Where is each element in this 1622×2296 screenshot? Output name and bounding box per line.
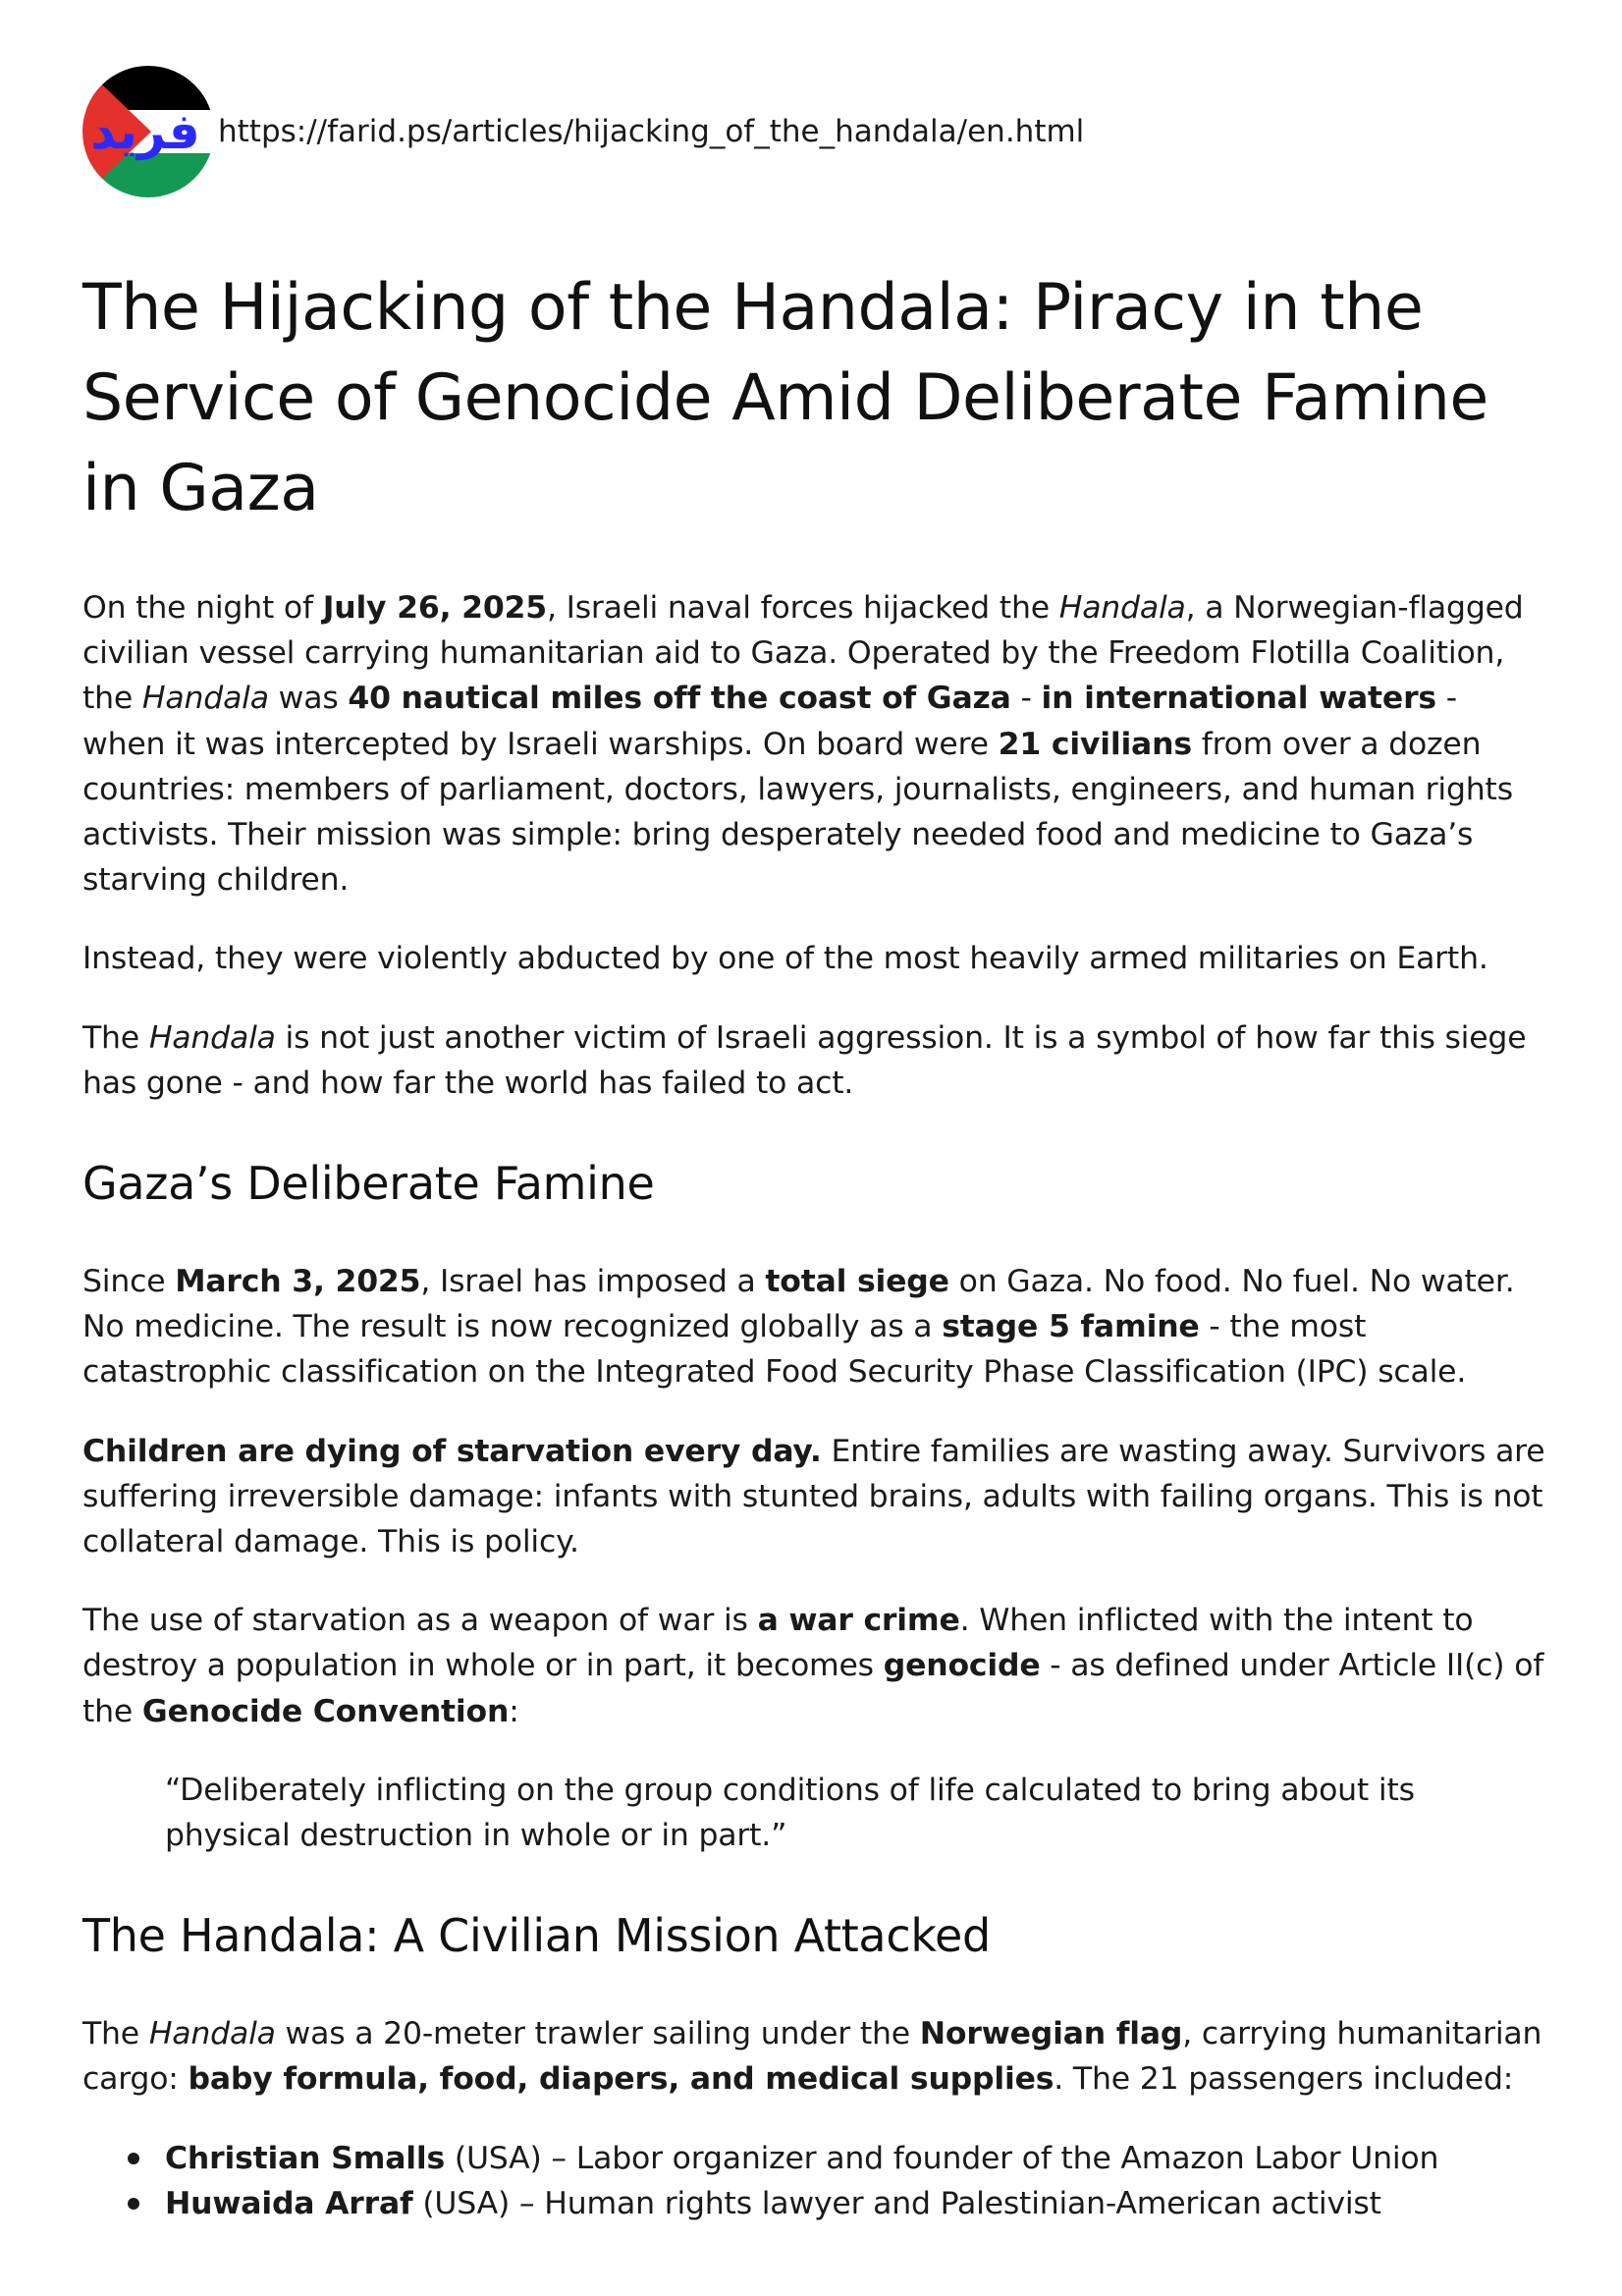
text-span: . The 21 passengers included: xyxy=(1054,2061,1514,2098)
text-span: , a Norwegian-flagged civilian vessel carrying humanitarian aid to Gaza. Operated by the Freedom Flotilla Coalition, the xyxy=(82,590,1524,717)
text-span: was a 20-meter trawler sailing under the xyxy=(275,2016,920,2052)
cargo-bold: baby formula, food, diapers, and medical supplies xyxy=(188,2061,1054,2098)
text-span: On the night of xyxy=(82,590,323,626)
date-bold: July 26, 2025 xyxy=(322,590,547,626)
text-span: The xyxy=(82,1019,149,1056)
waters-bold: in international waters xyxy=(1041,681,1436,717)
bullet-icon xyxy=(128,2153,139,2164)
text-span: Since xyxy=(82,1264,176,1300)
text-span: , Israeli naval forces hijacked the xyxy=(547,590,1059,626)
list-item xyxy=(165,2136,1545,2181)
text-span: - when it was intercepted by Israeli warships. On board were xyxy=(82,681,1457,762)
genocide-bold: genocide xyxy=(883,1648,1041,1684)
intro-paragraph-2: Instead, they were violently abducted by one of the most heavily armed militaries on Earth. xyxy=(82,941,1488,977)
text-span: on Gaza. No food. No fuel. No water. No medicine. The result is now recognized globally as a xyxy=(82,1264,1515,1345)
list-item xyxy=(165,2181,1545,2226)
section-heading-mission: The Handala: A Civilian Mission Attacked xyxy=(82,1909,991,1963)
vessel-name-italic: Handala xyxy=(1058,590,1186,626)
convention-bold: Genocide Convention xyxy=(141,1693,510,1729)
page-header xyxy=(82,65,1084,198)
text-span: from over a dozen countries: members of parliament, doctors, lawyers, journalists, engineers, and human rights activists. Their mission was simple: bring desperately needed food and medicine to Gaza’s starving children. xyxy=(82,726,1513,899)
children-bold: Children are dying of starvation every day. xyxy=(82,1433,822,1469)
text-span: The use of starvation as a weapon of war is xyxy=(82,1603,758,1639)
text-span: - as defined under Article II(c) of the xyxy=(82,1648,1544,1729)
article-body xyxy=(82,263,1545,2226)
text-span: . When inflicted with the intent to destroy a population in whole or in part, it becomes xyxy=(82,1603,1474,1684)
text-span: Entire families are wasting away. Survivors are suffering irreversible damage: infants with stunted brains, adults with failing organs. This is not collateral damage. This is policy. xyxy=(82,1433,1545,1560)
article-url[interactable]: https://farid.ps/articles/hijacking_of_the_handala/en.html xyxy=(218,114,1085,149)
intro-paragraph-1 xyxy=(82,585,1545,902)
convention-quote: “Deliberately inflicting on the group conditions of life calculated to bring about its physical destruction in whole or in part.” xyxy=(165,1772,1415,1854)
text-span: : xyxy=(509,1693,519,1729)
text-span: The xyxy=(82,2016,149,2052)
intro-paragraph-3 xyxy=(82,1015,1545,1106)
bullet-icon xyxy=(128,2198,139,2210)
famine-paragraph-1 xyxy=(82,1259,1545,1395)
text-span: , carrying humanitarian cargo: xyxy=(82,2016,1542,2098)
passenger-list xyxy=(82,2136,1545,2226)
passenger-name: Huwaida Arraf xyxy=(165,2185,413,2221)
mission-paragraph-1 xyxy=(82,2011,1545,2102)
civilians-bold: 21 civilians xyxy=(998,726,1192,762)
vessel-name-italic: Handala xyxy=(148,2016,276,2052)
famine-paragraph-3 xyxy=(82,1598,1545,1734)
section-heading-famine: Gaza’s Deliberate Famine xyxy=(82,1157,655,1211)
text-span: is not just another victim of Israeli aggression. It is a symbol of how far this siege has gone - and how far the world has failed to act. xyxy=(82,1019,1527,1101)
article-title: The Hijacking of the Handala: Piracy in the Service of Genocide Amid Deliberate Famine in Gaza xyxy=(82,271,1488,525)
text-span: was xyxy=(268,681,349,717)
text-span: - xyxy=(1010,681,1042,717)
text-span: , Israel has imposed a xyxy=(420,1264,766,1300)
war-crime-bold: a war crime xyxy=(757,1603,960,1639)
logo-graphic xyxy=(82,66,214,197)
palestine-flag-logo-icon[interactable] xyxy=(82,66,214,197)
logo-text: فريد xyxy=(90,103,200,160)
passenger-name: Christian Smalls xyxy=(165,2140,446,2176)
vessel-name-italic: Handala xyxy=(148,1019,276,1056)
vessel-name-italic: Handala xyxy=(141,681,269,717)
distance-bold: 40 nautical miles off the coast of Gaza xyxy=(348,681,1011,717)
siege-bold: total siege xyxy=(765,1264,949,1300)
date-bold: March 3, 2025 xyxy=(175,1264,421,1300)
famine-stage-bold: stage 5 famine xyxy=(942,1309,1200,1345)
passenger-detail: (USA) – Human rights lawyer and Palestinian-American activist xyxy=(412,2185,1381,2221)
famine-paragraph-2 xyxy=(82,1429,1545,1565)
passenger-detail: (USA) – Labor organizer and founder of the Amazon Labor Union xyxy=(445,2140,1439,2176)
text-span: - the most catastrophic classification on the Integrated Food Security Phase Classification (IPC) scale. xyxy=(82,1309,1467,1391)
flag-bold: Norwegian flag xyxy=(919,2016,1183,2052)
